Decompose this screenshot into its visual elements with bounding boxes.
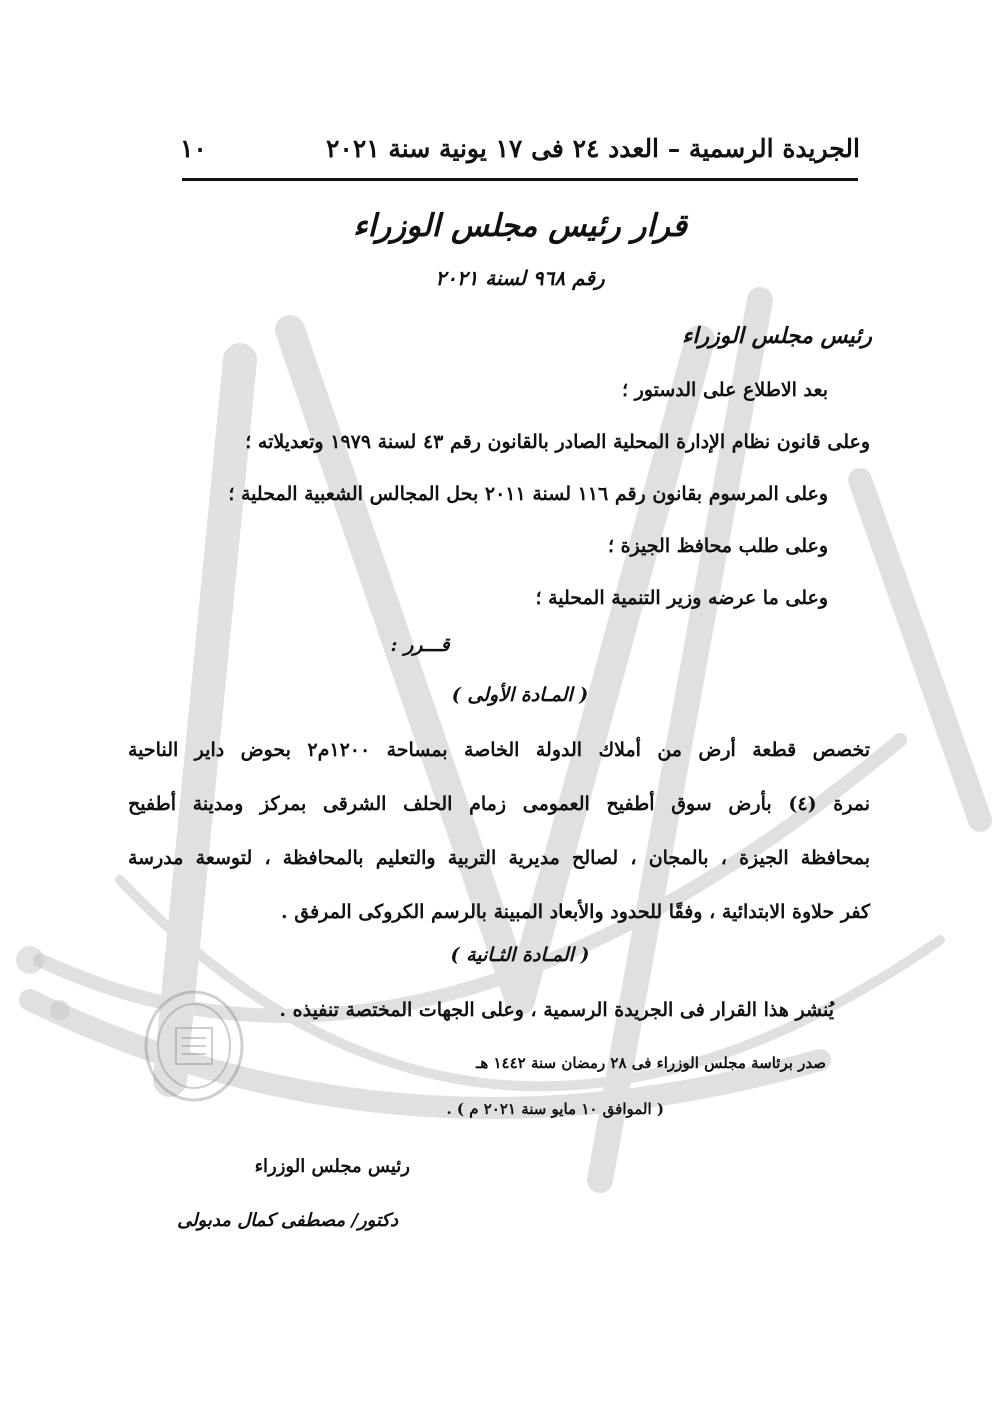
- gazette-issue-line: الجريدة الرسمية – العدد ٢٤ فى ١٧ يونية سنة ٢٠٢١: [325, 133, 860, 163]
- decree-number: رقم ٩٦٨ لسنة ٢٠٢١: [435, 266, 605, 290]
- article1-heading: ( المـادة الأولى ): [451, 684, 589, 706]
- page-header: [180, 128, 860, 168]
- article2-heading: ( المـادة الثـانية ): [450, 944, 590, 966]
- article1-line: نمرة (٤) بأرض سوق أطفيح العمومى زمام الحلف الشرقى بمركز ومدينة أطفيح: [128, 793, 870, 815]
- signature-role: رئيس مجلس الوزراء: [254, 1156, 410, 1177]
- preamble-line: وعلى ما عرضه وزير التنمية المحلية ؛: [535, 587, 828, 609]
- preamble-line: وعلى قانون نظام الإدارة المحلية الصادر بالقانون رقم ٤٣ لسنة ١٩٧٩ وتعديلاته ؛: [245, 431, 870, 453]
- header-divider: [182, 178, 858, 181]
- issuer-heading: رئيس مجلس الوزراء: [682, 323, 872, 349]
- article1-line: تخصص قطعة أرض من أملاك الدولة الخاصة بمساحة ١٢٠٠م٢ بحوض داير الناحية: [128, 739, 870, 761]
- preamble-line: وعلى المرسوم بقانون رقم ١١٦ لسنة ٢٠١١ بحل المجالس الشعبية المحلية ؛: [228, 483, 828, 505]
- preamble-line: بعد الاطلاع على الدستور ؛: [622, 379, 828, 401]
- page-number: ١٠: [180, 133, 207, 163]
- article2-text: يُنشر هذا القرار فى الجريدة الرسمية ، وعلى الجهات المختصة تنفيذه .: [279, 999, 834, 1021]
- issued-date-hijri: صدر برئاسة مجلس الوزراء فى ٢٨ رمضان سنة ١٤٤٢ هـ: [475, 1054, 826, 1072]
- issued-date-gregorian: ( الموافق ١٠ مايو سنة ٢٠٢١ م ) .: [446, 1100, 664, 1118]
- preamble-line: وعلى طلب محافظ الجيزة ؛: [607, 535, 828, 557]
- signature-name: دكتور/ مصطفى كمال مدبولى: [177, 1210, 398, 1231]
- decided-heading: قـــرر :: [390, 634, 450, 656]
- article1-line: كفر حلاوة الابتدائية ، وفقًا للحدود والأبعاد المبينة بالرسم الكروكى المرفق .: [281, 901, 870, 923]
- decree-title: قرار رئيس مجلس الوزراء: [353, 208, 687, 244]
- article1-line: بمحافظة الجيزة ، بالمجان ، لصالح مديرية التربية والتعليم بالمحافظة ، لتوسعة مدرسة: [128, 847, 870, 869]
